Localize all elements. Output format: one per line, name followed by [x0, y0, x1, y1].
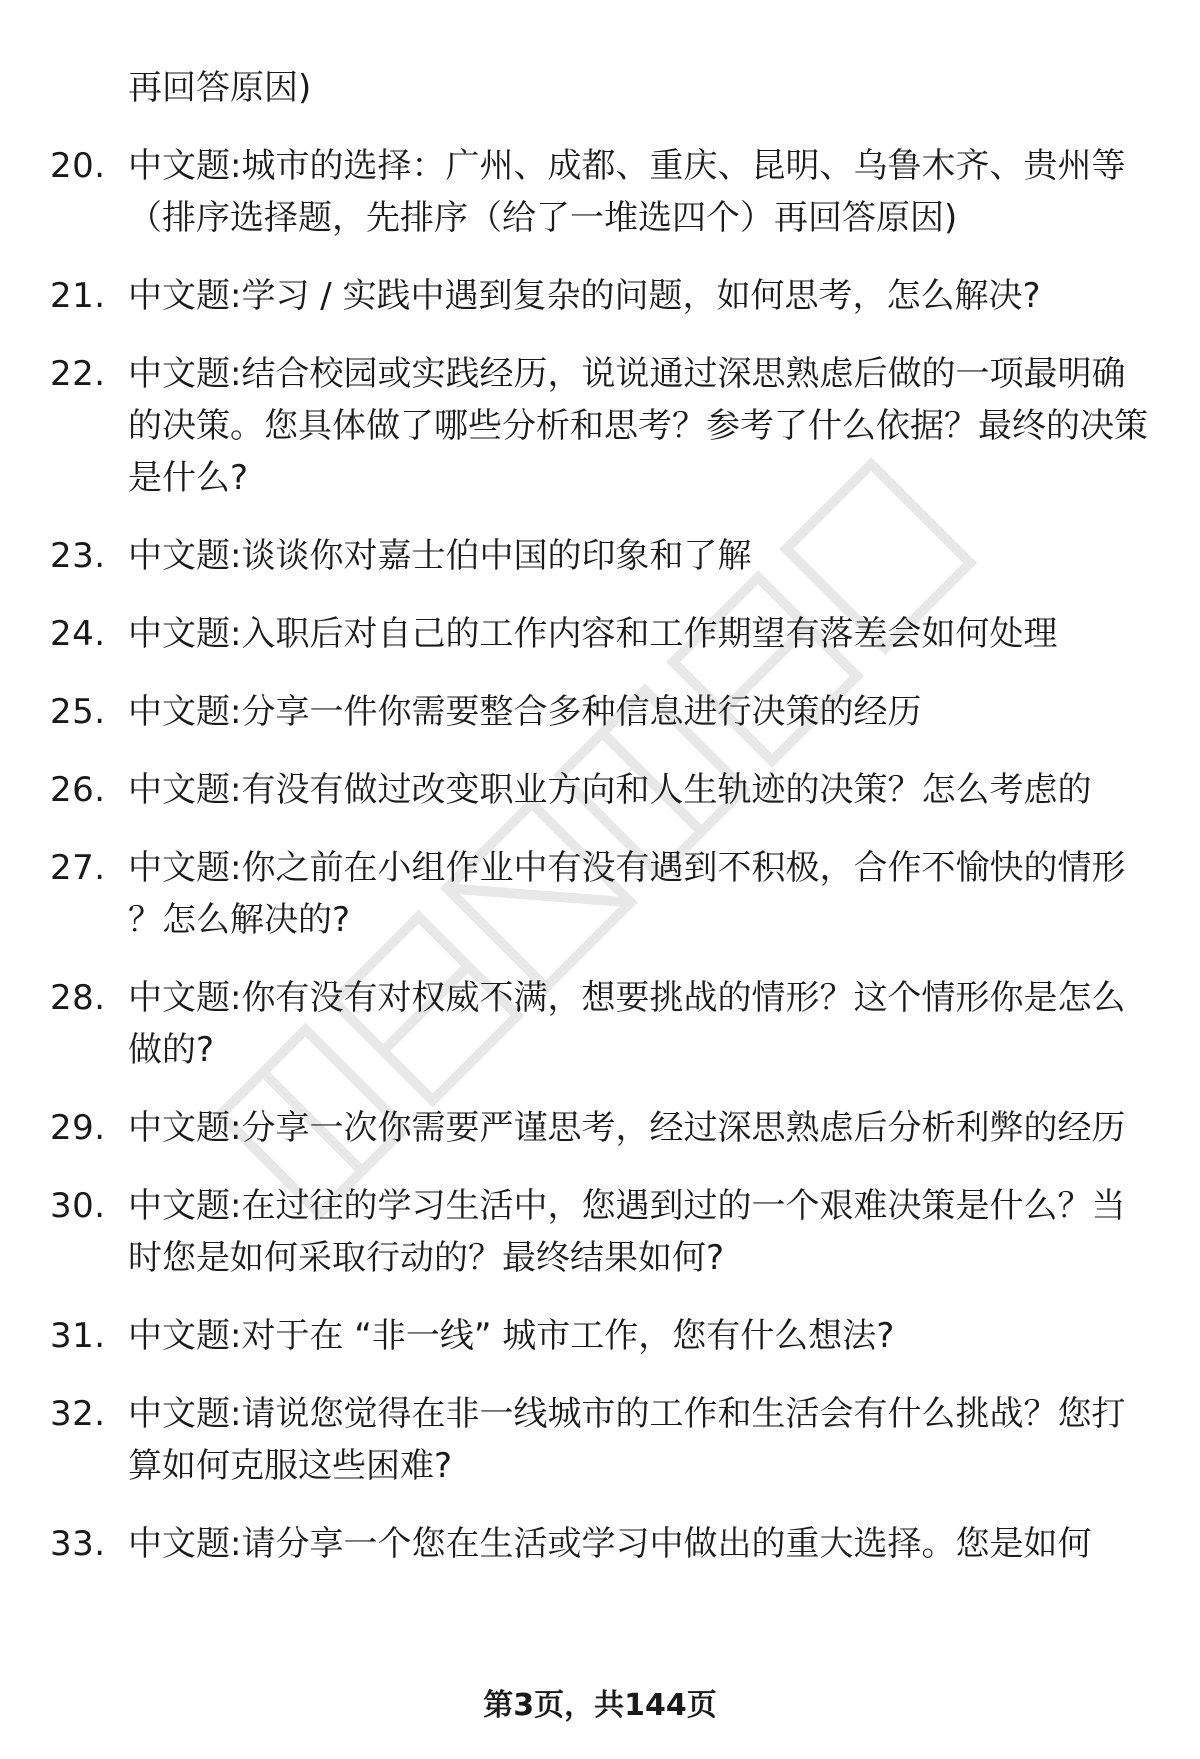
- question-number: 25.: [50, 692, 106, 732]
- list-item: [0, 1180, 1200, 1284]
- list-item: [0, 1518, 1200, 1570]
- question-number: 33.: [50, 1524, 106, 1564]
- list-item: [0, 1102, 1200, 1154]
- question-text: 中文题:谈谈你对嘉士伯中国的印象和了解: [128, 536, 752, 576]
- question-text: 中文题:对于在 “非一线” 城市工作，您有什么想法?: [128, 1316, 895, 1356]
- page-footer: 第3页，共144页: [483, 1688, 717, 1723]
- list-item: [0, 140, 1200, 244]
- question-number: 28.: [50, 978, 106, 1018]
- question-number: 31.: [50, 1316, 106, 1356]
- question-number: 27.: [50, 848, 106, 888]
- question-number: 30.: [50, 1186, 106, 1226]
- question-text: 中文题:在过往的学习生活中，您遇到过的一个艰难决策是什么？当时您是如何采取行动的？最终结果如何?: [128, 1186, 1126, 1278]
- list-item: [0, 972, 1200, 1076]
- question-text: 中文题:入职后对自己的工作内容和工作期望有落差会如何处理: [128, 614, 1058, 654]
- question-text: 中文题:结合校园或实践经历，说说通过深思熟虑后做的一项最明确的决策。您具体做了哪些分析和思考？参考了什么依据？最终的决策是什么?: [128, 354, 1148, 498]
- question-number: 24.: [50, 614, 106, 654]
- question-text: 中文题:城市的选择：广州、成都、重庆、昆明、乌鲁木齐、贵州等（排序选择题，先排序（给了一堆选四个）再回答原因): [128, 146, 1126, 238]
- question-number: 29.: [50, 1108, 106, 1148]
- question-number: 26.: [50, 770, 106, 810]
- list-item: [0, 530, 1200, 582]
- question-text: 中文题:请分享一个您在生活或学习中做出的重大选择。您是如何: [128, 1524, 1092, 1564]
- continuation-text: 再回答原因): [128, 68, 312, 108]
- question-text: 中文题:请说您觉得在非一线城市的工作和生活会有什么挑战？您打算如何克服这些困难?: [128, 1394, 1126, 1486]
- list-item: [0, 1310, 1200, 1362]
- list-item: [0, 842, 1200, 946]
- question-number: 23.: [50, 536, 106, 576]
- question-number: 21.: [50, 276, 106, 316]
- list-item: [0, 348, 1200, 504]
- question-list: [0, 140, 1200, 1596]
- question-text: 中文题:有没有做过改变职业方向和人生轨迹的决策？怎么考虑的: [128, 770, 1092, 810]
- question-number: 32.: [50, 1394, 106, 1434]
- list-item: [0, 608, 1200, 660]
- list-item: [0, 1388, 1200, 1492]
- question-number: 20.: [50, 146, 106, 186]
- question-text: 中文题:分享一件你需要整合多种信息进行决策的经历: [128, 692, 922, 732]
- question-number: 22.: [50, 354, 106, 394]
- list-item: [0, 270, 1200, 322]
- list-item: [0, 686, 1200, 738]
- list-item: [0, 764, 1200, 816]
- question-text: 中文题:分享一次你需要严谨思考，经过深思熟虑后分析利弊的经历: [128, 1108, 1126, 1148]
- question-text: 中文题:学习 / 实践中遇到复杂的问题，如何思考，怎么解决?: [128, 276, 1041, 316]
- question-text: 中文题:你之前在小组作业中有没有遇到不积极，合作不愉快的情形？怎么解决的?: [128, 848, 1126, 940]
- question-text: 中文题:你有没有对权威不满，想要挑战的情形？这个情形你是怎么做的?: [128, 978, 1126, 1070]
